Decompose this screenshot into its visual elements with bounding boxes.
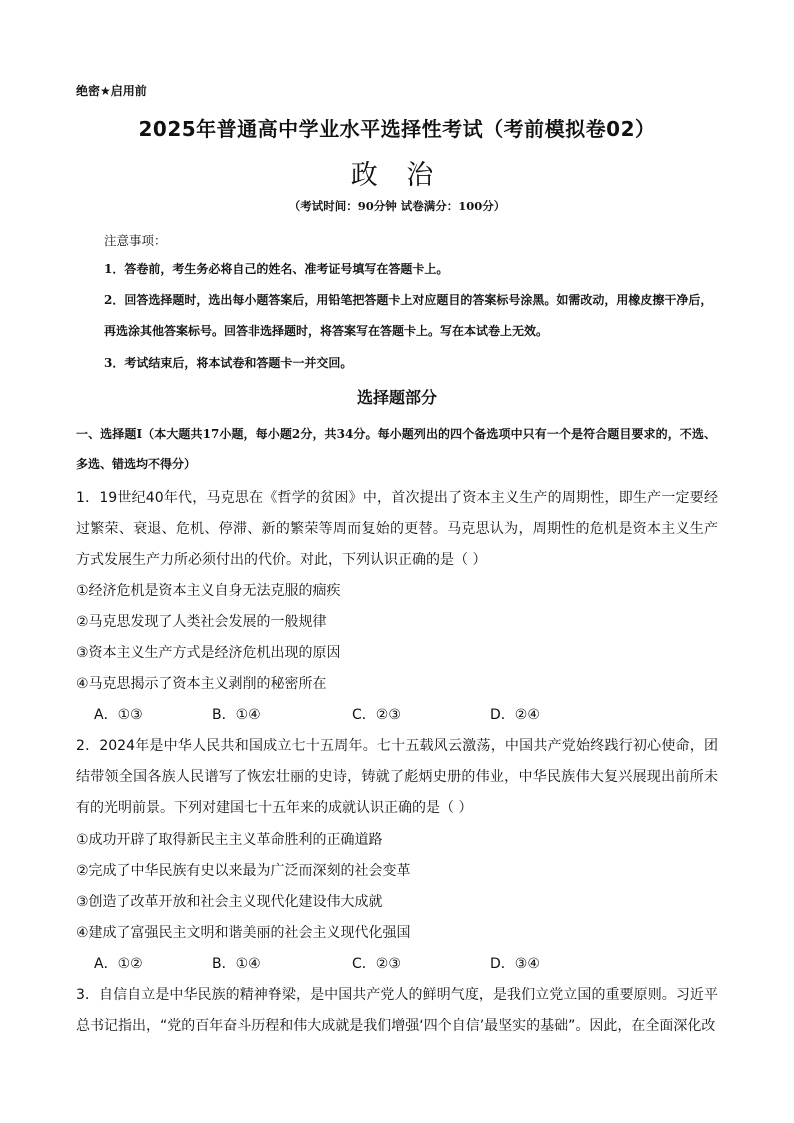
notice-item-text: 1．答卷前，考生务必将自己的姓名、准考证号填写在答题卡上。 <box>104 262 449 276</box>
exam-title: 2025年普通高中学业水平选择性考试（考前模拟卷02） <box>138 117 656 141</box>
answer-choice: C．②③ <box>352 956 401 972</box>
notice-item <box>76 348 716 379</box>
part-title: 一、选择题Ⅰ（本大题共17小题，每小题2分，共34分。每小题列出的四个备选项中只有一个是符合题目要求的，不选、多选、错选均不得分） <box>76 427 716 471</box>
answer-choice: A．①③ <box>94 707 143 723</box>
answer-choice: B．①④ <box>212 956 261 972</box>
notice-heading: 注意事项： <box>104 233 167 248</box>
question-option: ④马克思揭示了资本主义剥削的秘密所在 <box>76 676 327 692</box>
answer-choice: D．②④ <box>490 707 540 723</box>
question-option: ②完成了中华民族有史以来最为广泛而深刻的社会变革 <box>76 863 411 879</box>
answer-choice: B．①④ <box>212 707 261 723</box>
question-stem: 2．2024年是中华人民共和国成立七十五周年。七十五载风云激荡，中国共产党始终践行初心使命，团结带领全国各族人民谱写了恢宏壮丽的史诗，铸就了彪炳史册的伟业，中华民族伟大复兴展现出前所未有的光明前景。下列对建国七十五年来的成就认识正确的是（ ） <box>76 738 718 816</box>
notice-item-text: 3．考试结束后，将本试卷和答题卡一并交回。 <box>104 356 353 370</box>
notice-item <box>76 285 716 347</box>
notice-item <box>76 254 716 285</box>
question-option: ①经济危机是资本主义自身无法克服的痼疾 <box>76 583 341 599</box>
answer-choice: A．①② <box>94 956 143 972</box>
section-title: 选择题部分 <box>356 388 437 407</box>
question-stem: 1．19世纪40年代，马克思在《哲学的贫困》中，首次提出了资本主义生产的周期性，即生产一定要经过繁荣、衰退、危机、停滞、新的繁荣等周而复始的更替。马克思认为，周期性的危机是资本主义生产方式发展生产力所必须付出的代价。对此，下列认识正确的是（ ） <box>76 490 718 568</box>
exam-info: （考试时间：90分钟 试卷满分：100分） <box>288 199 506 213</box>
confidential-mark: 绝密★启用前 <box>76 84 147 98</box>
answer-choice: D．③④ <box>490 956 540 972</box>
subject-title: 政 治 <box>350 160 444 191</box>
notice-item-text: 2．回答选择题时，选出每小题答案后，用铅笔把答题卡上对应题目的答案标号涂黑。如需改动，用橡皮擦干净后，再选涂其他答案标号。回答非选择题时，将答案写在答题卡上。写在本试卷上无效。 <box>104 293 713 338</box>
question-option: ③资本主义生产方式是经济危机出现的原因 <box>76 645 341 661</box>
answer-choice: C．②③ <box>352 707 401 723</box>
question-option: ②马克思发现了人类社会发展的一般规律 <box>76 614 327 630</box>
question-option: ①成功开辟了取得新民主主义革命胜利的正确道路 <box>76 832 383 848</box>
question-stem: 3．自信自立是中华民族的精神脊梁，是中国共产党人的鲜明气度，是我们立党立国的重要原则。习近平总书记指出，“党的百年奋斗历程和伟大成就是我们增强‘四个自信’最坚实的基础”。因此，在全面深化改 <box>76 987 718 1034</box>
question-option: ③创造了改革开放和社会主义现代化建设伟大成就 <box>76 894 383 910</box>
question-option: ④建成了富强民主文明和谐美丽的社会主义现代化强国 <box>76 925 411 941</box>
